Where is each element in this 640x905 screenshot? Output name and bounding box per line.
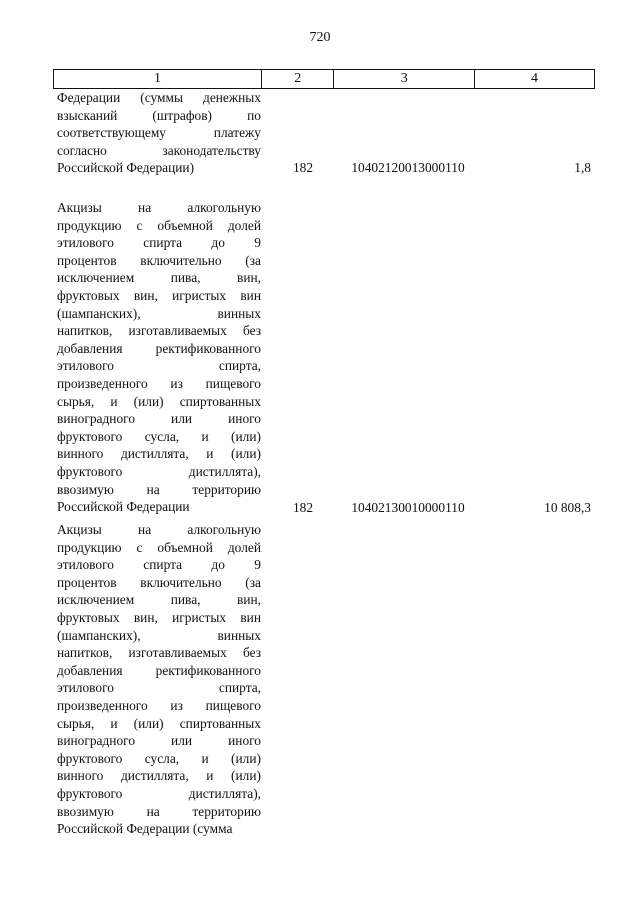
row-amount: 10 808,3 [544,500,591,515]
text-line: процентов включительно (за [57,252,261,268]
text-line: фруктового сусла, и (или) [57,750,261,766]
text-line: этилового спирта, [57,358,261,374]
text-line: Федерации (суммы денежных [57,90,261,105]
text-line: добавления ректификованного [57,340,261,356]
text-line: виноградного или иного [57,733,261,749]
text-line: ввозимую на территорию [57,803,261,819]
text-line: Российской Федерации (сумма [57,821,233,837]
text-line: взысканий (штрафов) по [57,107,261,123]
text-line: Акцизы на алкогольную [57,522,261,537]
text-line: процентов включительно (за [57,574,261,590]
text-line: Российской Федерации [57,499,190,515]
table-row [53,89,595,199]
text-line: фруктовых вин, игристых вин [57,287,261,303]
table-row [53,521,595,841]
page-number: 720 [309,30,331,45]
text-line: сырья, и (или) спиртованных [57,393,261,409]
text-line: продукцию с объемной долей [57,539,261,555]
text-line: фруктового сусла, и (или) [57,428,261,444]
header-col-3: 3 [334,70,475,88]
header-col-4: 4 [531,71,539,86]
text-line: винного дистиллята, и (или) [57,768,261,784]
row-description [57,521,261,838]
row-kbk: 10402130010000110 [351,500,465,515]
row-description [57,199,261,516]
header-col-1: 1 [54,70,262,88]
text-line: напитков, изготавливаемых без [57,323,261,339]
text-line: сырья, и (или) спиртованных [57,715,261,731]
text-line: фруктового дистиллята), [57,785,261,801]
row-kbk: 10402120013000110 [351,160,465,175]
text-line: соответствующему платежу [57,125,261,141]
text-line: этилового спирта до 9 [57,235,261,251]
text-line: исключением пива, вин, [57,270,261,286]
text-line: этилового спирта, [57,680,261,696]
table-header-row [53,69,595,89]
row-code: 182 [292,160,314,175]
text-line: Акцизы на алкогольную [57,200,261,215]
header-col-2: 2 [262,70,334,88]
text-line: ввозимую на территорию [57,481,261,497]
text-line: фруктового дистиллята), [57,463,261,479]
text-line: винного дистиллята, и (или) [57,446,261,462]
row-description [57,89,261,177]
text-line: произведенного из пищевого [57,375,261,391]
text-line: Российской Федерации) [57,160,195,176]
text-line: этилового спирта до 9 [57,557,261,573]
text-line: исключением пива, вин, [57,592,261,608]
text-line: виноградного или иного [57,411,261,427]
text-line: добавления ректификованного [57,662,261,678]
table-row [53,199,595,521]
row-amount: 1,8 [574,160,591,175]
text-line: напитков, изготавливаемых без [57,645,261,661]
text-line: произведенного из пищевого [57,697,261,713]
text-line: (шампанских), винных [57,305,261,321]
budget-table [53,69,595,841]
text-line: согласно законодательству [57,142,261,158]
row-code: 182 [292,500,314,515]
text-line: фруктовых вин, игристых вин [57,609,261,625]
text-line: (шампанских), винных [57,627,261,643]
text-line: продукцию с объемной долей [57,217,261,233]
